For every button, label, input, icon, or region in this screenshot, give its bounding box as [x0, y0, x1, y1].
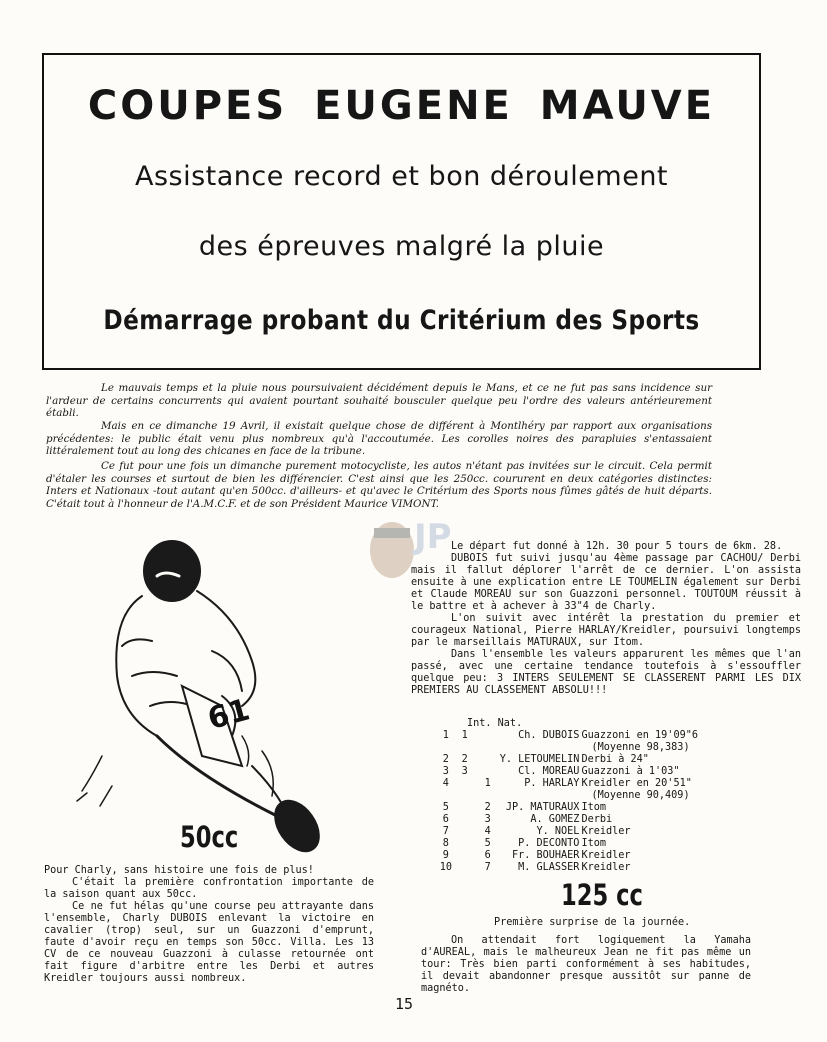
- subtitle-line-2: des épreuves malgré la pluie: [198, 231, 605, 262]
- results-row: [438, 778, 698, 790]
- result-machine: Itom: [581, 838, 606, 849]
- result-machine: Kreidler: [581, 862, 631, 873]
- main-title: COUPES EUGENE MAUVE: [87, 83, 716, 129]
- results-note-row: [438, 790, 698, 802]
- result-average-speed: (Moyenne 90,409): [591, 790, 690, 801]
- race-report-column: [411, 541, 801, 697]
- paragraph: Dans l'ensemble les valeurs apparurent les mêmes que l'an passé, avec une certaine tendance toutefois à s'essouffler quelque peu: 3 INTERS SEULEMENT SE CLASSERENT PARMI LES DIX PREMIERS AU CLASSEMENT ABSOLU!!!: [411, 649, 801, 696]
- section-125-tagline: Première surprise de la journée.: [494, 917, 691, 928]
- result-int-rank: 2: [461, 754, 468, 765]
- results-row: [438, 730, 698, 742]
- result-int-rank: 1: [461, 730, 468, 741]
- results-header: Int. Nat.: [467, 718, 523, 729]
- result-position: 9: [442, 850, 449, 861]
- paragraph: Le départ fut donné à 12h. 30 pour 5 tours de 6km. 28.: [451, 541, 783, 552]
- intro-paragraph-1: Le mauvais temps et la pluie nous poursuivaient décidément depuis le Mans, et ce ne fut pas sans incidence sur l'ardeur de certains concurrents qui avaient pourtant souhaité bousculer quelque peu l'ordre des valeurs antérieurement établi.: [46, 382, 712, 420]
- result-position: 7: [442, 826, 449, 837]
- result-rider: Y. NOEL: [536, 826, 580, 837]
- intro-paragraph-3: Ce fut pour une fois un dimanche purement motocycliste, les autos n'étant pas invitées sur le circuit. Cela permit d'étaler les courses et surtout de bien les différencier. C'est ainsi que les 250cc. coururent en deux catégories distinctes: Inters et Nationaux -tout autant qu'en 500cc. d'ailleurs- et qu'avec le Critérium des Sports nous fûmes gâtés de huit départs. C'était tout à l'honneur de l'A.M.C.F. et de son Président Maurice VIMONT.: [46, 460, 712, 510]
- result-machine: Kreidler en 20'51": [581, 778, 692, 789]
- result-rider: A. GOMEZ: [530, 814, 580, 825]
- result-position: 8: [442, 838, 449, 849]
- result-average-speed: (Moyenne 98,383): [591, 742, 690, 753]
- result-position: 1: [442, 730, 449, 741]
- page-number: 15: [395, 995, 414, 1013]
- results-row: [438, 754, 698, 766]
- result-rider: Fr. BOUHAER: [511, 850, 580, 861]
- result-rider: JP. MATURAUX: [505, 802, 580, 813]
- subheading: Démarrage probant du Critérium des Sports: [103, 305, 700, 336]
- paragraph: DUBOIS fut suivi jusqu'au 4ème passage par CACHOU/ Derbi mais il fallut déplorer l'arrêt de ce dernier. L'on assista ensuite à une explication entre LE TOUMELIN également sur Derbi et Claude MOREAU sur son Guazzoni personnel. TOUTOUM réussit à le battre et à achever à 33"4 de Charly.: [411, 553, 801, 612]
- result-rider: Ch. DUBOIS: [518, 730, 580, 741]
- paragraph: C'était la première confrontation importante de la saison quant aux 50cc.: [44, 877, 374, 900]
- result-rider: Cl. MOREAU: [518, 766, 580, 777]
- intro-paragraph-2: Mais en ce dimanche 19 Avril, il existait quelque chose de différent à Montlhéry par rapport aux organisations précédentes: le public était venu plus nombreux qu'à l'accoutumée. Les corolles noires des parapluies s'entassaient littéralement tout au long des chicanes en face de la tribune.: [46, 420, 712, 458]
- result-machine: Itom: [581, 802, 606, 813]
- result-position: 10: [439, 862, 452, 873]
- results-row: [438, 826, 698, 838]
- result-position: 4: [442, 778, 449, 789]
- result-position: 6: [442, 814, 449, 825]
- result-machine: Derbi à 24": [581, 754, 649, 765]
- result-nat-rank: [476, 730, 500, 742]
- paragraph: Ce ne fut hélas qu'une course peu attrayante dans l'ensemble, Charly DUBOIS enlevant la victoire en cavalier (trop) seul, sur un Guazzoni d'emprunt, faute d'avoir reçu en temps son 50cc. Villa. Les 13 CV de ce nouveau Guazzoni à culasse retournée ont fait figure d'arbitre entre les Derbi et autres Kreidler toujours aussi nombreux.: [44, 901, 374, 984]
- result-nat-rank: 6: [484, 850, 491, 861]
- svg-text:JP: JP: [414, 517, 452, 557]
- results-row: [438, 850, 698, 862]
- result-machine: Guazzoni à 1'03": [581, 766, 680, 777]
- result-int-rank: [454, 862, 476, 874]
- results-table: [438, 718, 698, 874]
- results-row: [438, 838, 698, 850]
- result-rider: P. DECONTO: [518, 838, 580, 849]
- result-rider: Y. LETOUMELIN: [499, 754, 580, 765]
- result-int-rank: 3: [461, 766, 468, 777]
- results-spacer: [438, 742, 581, 754]
- result-machine: Guazzoni en 19'09"6: [581, 730, 698, 741]
- result-int-rank: [454, 850, 476, 862]
- result-rider: M. GLASSER: [518, 862, 580, 873]
- left-column-50cc: [44, 865, 374, 985]
- results-row: [438, 862, 698, 874]
- results-note-row: [438, 742, 698, 754]
- result-machine: Derbi: [581, 814, 613, 825]
- results-row: [438, 802, 698, 814]
- result-machine: Kreidler: [581, 826, 631, 837]
- result-int-rank: [454, 838, 476, 850]
- result-nat-rank: [476, 766, 500, 778]
- result-nat-rank: 1: [484, 778, 491, 789]
- result-rider: P. HARLAY: [524, 778, 580, 789]
- result-int-rank: [454, 802, 476, 814]
- result-nat-rank: [476, 754, 500, 766]
- svg-text:61: 61: [204, 692, 254, 738]
- result-int-rank: [454, 826, 476, 838]
- subtitle-line-1: Assistance record et bon déroulement: [134, 161, 669, 192]
- result-position: 2: [442, 754, 449, 765]
- result-machine: Kreidler: [581, 850, 631, 861]
- result-position: 3: [442, 766, 449, 777]
- result-nat-rank: 5: [484, 838, 491, 849]
- paragraph: Pour Charly, sans histoire une fois de plus!: [44, 865, 314, 876]
- result-int-rank: [454, 814, 476, 826]
- paragraph: L'on suivit avec intérêt la prestation du premier et courageux National, Pierre HARLAY/Kreidler, poursuivi longtemps par le marseillais MATURAUX, sur Itom.: [411, 613, 801, 648]
- section-125-paragraph: On attendait fort logiquement la Yamaha d'AUREAL, mais le malheureux Jean ne fit pas même un tour: Très bien parti conformément à ses habitudes, il devait abandonner presque aussitôt sur panne de magnéto.: [421, 935, 751, 994]
- motorcycle-rider-illustration: [62, 536, 342, 856]
- results-row: [438, 814, 698, 826]
- result-position: 5: [442, 802, 449, 813]
- headline-box: [42, 53, 761, 370]
- result-nat-rank: 2: [484, 802, 491, 813]
- section-heading-125cc: 125 cc: [561, 878, 643, 912]
- result-nat-rank: 3: [484, 814, 491, 825]
- result-nat-rank: 4: [484, 826, 491, 837]
- section-heading-50cc: 50cc: [180, 820, 239, 854]
- result-nat-rank: 7: [484, 862, 491, 873]
- result-int-rank: [454, 778, 476, 790]
- results-row: [438, 766, 698, 778]
- results-spacer: [438, 790, 581, 802]
